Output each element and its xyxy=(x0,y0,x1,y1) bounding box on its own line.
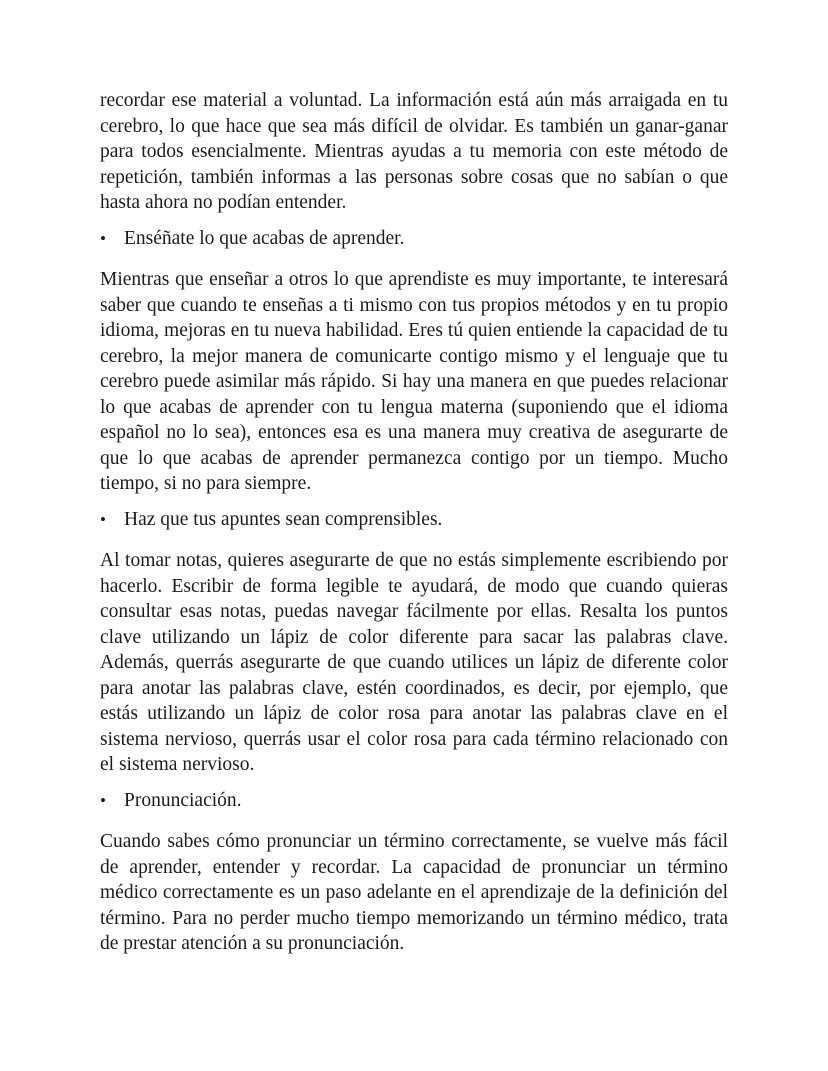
paragraph: Al tomar notas, quieres asegurarte de que no estás simplemente escribiendo por hacerlo. Escribir de forma legible te ayudará, de modo que cuando quieras consultar esas notas, puedas navegar fácilmente por ellas. Resalta los puntos clave utilizando un lápiz de color diferente para sacar las palabras clave. Además, querrás asegurarte de que cuando utilices un lápiz de diferente color para anotar las palabras clave, estén coordinados, es decir, por ejemplo, que estás utilizando un lápiz de color rosa para anotar las palabras clave en el sistema nervioso, querrás usar el color rosa para cada término relacionado con el sistema nervioso. xyxy=(100,550,728,775)
paragraph: recordar ese material a voluntad. La información está aún más arraigada en tu cerebro, lo que hace que sea más difícil de olvidar. Es también un ganar-ganar para todos esencialmente. Mientras ayudas a tu memoria con este método de repetición, también informas a las personas sobre cosas que no sabían o que hasta ahora no podían entender. xyxy=(100,90,728,213)
text-column xyxy=(100,88,728,957)
bullet-text: Enséñate lo que acabas de aprender. xyxy=(124,227,405,249)
bullet-dot-icon: • xyxy=(100,228,106,248)
bullet-item xyxy=(100,226,728,252)
paragraph: Cuando sabes cómo pronunciar un término correctamente, se vuelve más fácil de aprender, entender y recordar. La capacidad de pronunciar un término médico correctamente es un paso adelante en el aprendizaje de la definición del término. Para no perder mucho tiempo memorizando un término médico, trata de prestar atención a su pronunciación. xyxy=(100,831,728,954)
bullet-item xyxy=(100,507,728,533)
bullet-item xyxy=(100,788,728,814)
bullet-text: Haz que tus apuntes sean comprensibles. xyxy=(124,508,443,530)
bullet-dot-icon: • xyxy=(100,509,106,529)
bullet-text: Pronunciación. xyxy=(124,789,242,811)
bullet-dot-icon: • xyxy=(100,790,106,810)
paragraph: Mientras que enseñar a otros lo que aprendiste es muy importante, te interesará saber que cuando te enseñas a ti mismo con tus propios métodos y en tu propio idioma, mejoras en tu nueva habilidad. Eres tú quien entiende la capacidad de tu cerebro, la mejor manera de comunicarte contigo mismo y el lenguaje que tu cerebro puede asimilar más rápido. Si hay una manera en que puedes relacionar lo que acabas de aprender con tu lengua materna (suponiendo que el idioma español no lo sea), entonces esa es una manera muy creativa de asegurarte de que lo que acabas de aprender permanezca contigo por un tiempo. Mucho tiempo, si no para siempre. xyxy=(100,269,728,494)
